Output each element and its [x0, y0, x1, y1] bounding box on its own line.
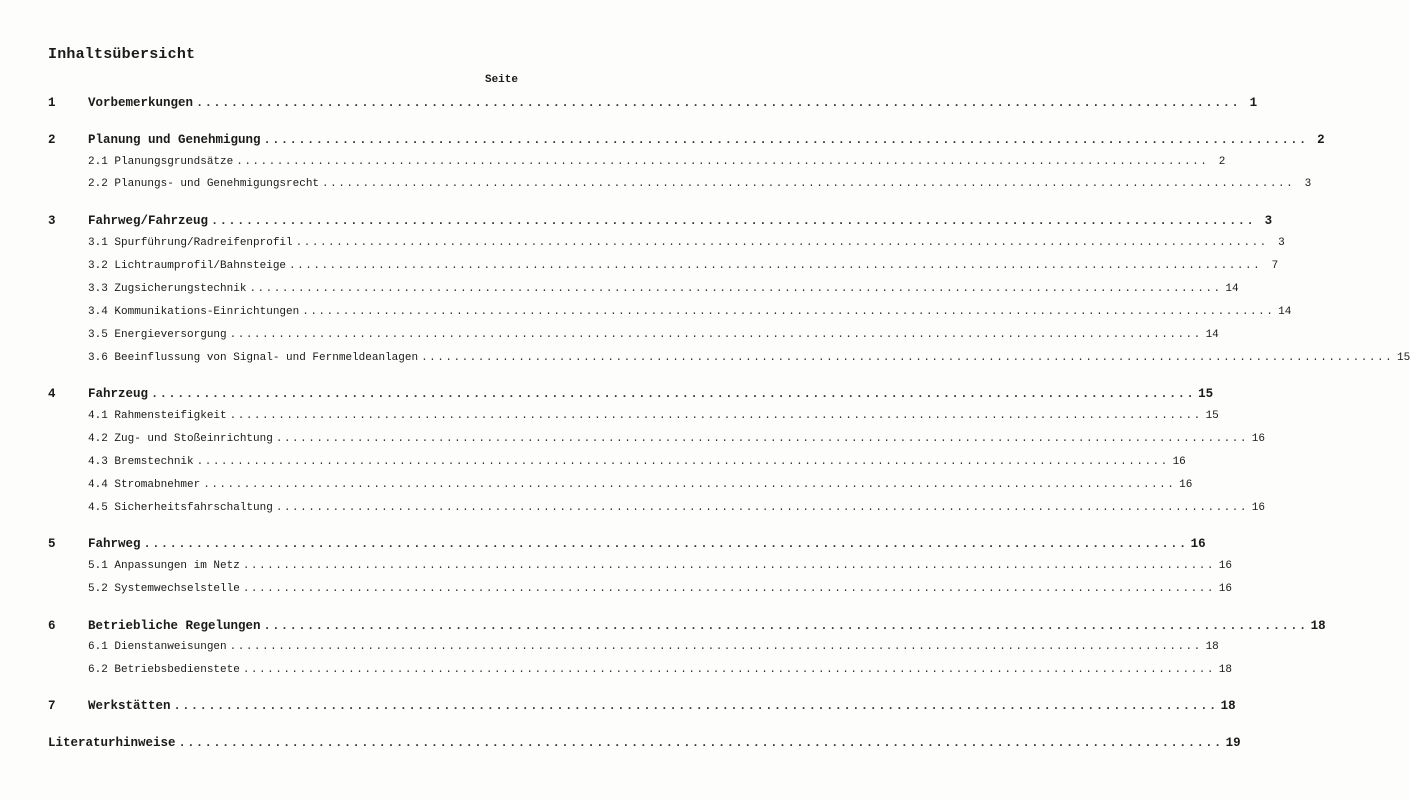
toc-entry	[88, 537, 1206, 551]
toc-entry-title: Fahrweg/Fahrzeug	[88, 214, 209, 228]
toc-entry	[88, 133, 1325, 147]
toc-page-number: 15	[1397, 352, 1410, 364]
toc-entry-title: 6.1 Dienstanweisungen	[88, 641, 227, 653]
toc-page-number: 1	[1249, 96, 1258, 110]
toc-entry	[88, 156, 1226, 168]
toc-page-number: 16	[1218, 583, 1232, 595]
toc-chapter-row	[0, 619, 1326, 637]
toc-subsection-row	[0, 156, 1226, 174]
toc-leader-dots: ........................................................................................................................	[203, 479, 1176, 491]
toc-page-number: 14	[1225, 283, 1239, 295]
toc-chapter-number: 5	[48, 537, 56, 551]
toc-leader-dots: ........................................................................................................................	[143, 537, 1188, 551]
toc-page-number: 15	[1198, 387, 1214, 401]
toc-subsection-row	[0, 502, 1265, 520]
toc-leader-dots: ........................................................................................................................	[229, 329, 1202, 341]
toc-entry	[88, 352, 1410, 364]
toc-entry	[88, 237, 1285, 249]
toc-subsection-row	[0, 479, 1193, 497]
toc-leader-dots: ........................................................................................................................	[229, 410, 1202, 422]
toc-entry	[88, 619, 1326, 633]
toc-page-number: 3	[1278, 237, 1285, 249]
toc-leader-dots: ........................................................................................................................	[229, 641, 1202, 653]
toc-entry-title: 3.2 Lichtraumprofil/Bahnsteige	[88, 260, 287, 272]
toc-leader-dots: ........................................................................................................................	[275, 433, 1248, 445]
toc-page-number: 18	[1220, 699, 1236, 713]
toc-subsection-row	[0, 260, 1279, 278]
toc-subsection-row	[0, 641, 1219, 659]
toc-entry-title: 3.1 Spurführung/Radreifenprofil	[88, 237, 293, 249]
toc-entry-title: 4.3 Bremstechnik	[88, 456, 194, 468]
toc-leader-dots: ........................................................................................................................	[242, 664, 1215, 676]
toc-chapter-row	[0, 133, 1325, 151]
toc-chapter-row	[0, 699, 1236, 717]
toc-chapter-number: 7	[48, 699, 56, 713]
toc-entry	[88, 664, 1232, 676]
toc-entry	[88, 178, 1312, 190]
toc-leader-dots: ........................................................................................................................	[249, 283, 1222, 295]
toc-leader-dots: ........................................................................................................................	[196, 96, 1241, 110]
toc-page-number: 3	[1304, 178, 1312, 190]
toc-entry-title: Vorbemerkungen	[88, 96, 194, 110]
toc-entry	[88, 260, 1279, 272]
toc-entry	[88, 96, 1258, 110]
toc-entry-title: 3.5 Energieversorgung	[88, 329, 227, 341]
toc-entry-title: 4.5 Sicherheitsfahrschaltung	[88, 502, 273, 514]
toc-entry-title: 4.2 Zug- und Stoßeinrichtung	[88, 433, 273, 445]
toc-subsection-row	[0, 329, 1219, 347]
toc-entry	[88, 387, 1214, 401]
toc-leader-dots: ........................................................................................................................	[236, 156, 1209, 168]
toc-chapter-row	[0, 537, 1206, 555]
toc-entry-title: Betriebliche Regelungen	[88, 619, 261, 633]
toc-page-number: 2	[1317, 133, 1325, 147]
toc-page-number: 16	[1172, 456, 1186, 468]
page-title: Inhaltsübersicht	[48, 46, 196, 63]
toc-subsection-row	[0, 410, 1219, 428]
toc-entry-title: 5.1 Anpassungen im Netz	[88, 560, 240, 572]
toc-chapter-row	[0, 387, 1214, 405]
toc-subsection-row	[0, 433, 1265, 451]
toc-entry	[88, 410, 1219, 422]
toc-page-number: 3	[1264, 214, 1273, 228]
toc-leader-dots: ........................................................................................................................	[242, 583, 1215, 595]
toc-chapter-row	[0, 214, 1273, 232]
toc-leader-dots: ........................................................................................................................	[263, 619, 1308, 633]
toc-page-number: 18	[1218, 664, 1232, 676]
toc-leader-dots: ........................................................................................................................	[151, 387, 1196, 401]
toc-entry	[88, 306, 1292, 318]
toc-entry	[88, 502, 1265, 514]
toc-subsection-row	[0, 178, 1312, 196]
toc-entry-title: 3.3 Zugsicherungstechnik	[88, 283, 247, 295]
toc-entry	[88, 329, 1219, 341]
toc-subsection-row	[0, 583, 1232, 601]
toc-subsection-row	[0, 560, 1232, 578]
toc-page-number: 7	[1271, 260, 1279, 272]
toc-chapter-number: 4	[48, 387, 56, 401]
toc-literature-row	[0, 736, 1241, 754]
toc-entry	[88, 699, 1236, 713]
toc-entry	[88, 560, 1232, 572]
toc-leader-dots: ........................................................................................................................	[421, 352, 1394, 364]
toc-chapter-number: 6	[48, 619, 56, 633]
toc-entry-title: Planung und Genehmigung	[88, 133, 261, 147]
toc-leader-dots: ........................................................................................................................	[173, 699, 1218, 713]
toc-entry	[48, 736, 1241, 750]
toc-entry	[88, 214, 1273, 228]
toc-page-number: 19	[1225, 736, 1241, 750]
toc-page-number: 15	[1205, 410, 1219, 422]
toc-chapter-number: 3	[48, 214, 56, 228]
toc-entry-title: 4.1 Rahmensteifigkeit	[88, 410, 227, 422]
toc-leader-dots: ........................................................................................................................	[289, 260, 1262, 272]
toc-leader-dots: ........................................................................................................................	[196, 456, 1169, 468]
toc-chapter-number: 2	[48, 133, 56, 147]
toc-entry	[88, 641, 1219, 653]
toc-page-number: 14	[1278, 306, 1292, 318]
toc-entry-title: 2.2 Planungs- und Genehmigungsrecht	[88, 178, 320, 190]
page-column-header: Seite	[484, 74, 518, 86]
toc-entry	[88, 433, 1265, 445]
toc-page-number: 18	[1205, 641, 1219, 653]
toc-chapter-row	[0, 96, 1258, 114]
toc-entry-title: 6.2 Betriebsbedienstete	[88, 664, 240, 676]
toc-subsection-row	[0, 237, 1285, 255]
toc-entry	[88, 283, 1239, 295]
toc-entry	[88, 583, 1232, 595]
toc-entry-title: 3.6 Beeinflussung von Signal- und Fernmeldeanlagen	[88, 352, 419, 364]
toc-page-number: 16	[1190, 537, 1206, 551]
toc-leader-dots: ........................................................................................................................	[302, 306, 1275, 318]
toc-entry-title: Fahrweg	[88, 537, 141, 551]
toc-page-number: 16	[1251, 433, 1265, 445]
toc-subsection-row	[0, 352, 1410, 370]
toc-leader-dots: ........................................................................................................................	[322, 178, 1295, 190]
toc-subsection-row	[0, 456, 1186, 474]
toc-leader-dots: ........................................................................................................................	[295, 237, 1268, 249]
toc-entry	[88, 479, 1193, 491]
toc-entry-title: 3.4 Kommunikations-Einrichtungen	[88, 306, 300, 318]
toc-page-number: 16	[1179, 479, 1193, 491]
toc-entry-title: Fahrzeug	[88, 387, 149, 401]
toc-page-number: 2	[1218, 156, 1226, 168]
toc-page-number: 18	[1310, 619, 1326, 633]
toc-chapter-number: 1	[48, 96, 56, 110]
toc-entry-title: 4.4 Stromabnehmer	[88, 479, 201, 491]
toc-leader-dots: ........................................................................................................................	[178, 736, 1223, 750]
toc-page-number: 16	[1218, 560, 1232, 572]
toc-leader-dots: ........................................................................................................................	[242, 560, 1215, 572]
toc-leader-dots: ........................................................................................................................	[275, 502, 1248, 514]
toc-leader-dots: ........................................................................................................................	[263, 133, 1308, 147]
toc-subsection-row	[0, 306, 1292, 324]
toc-entry-title: Literaturhinweise	[48, 736, 176, 750]
toc-leader-dots: ........................................................................................................................	[211, 214, 1256, 228]
toc-entry-title: 5.2 Systemwechselstelle	[88, 583, 240, 595]
toc-subsection-row	[0, 664, 1232, 682]
toc-page-number: 16	[1251, 502, 1265, 514]
toc-entry-title: Werkstätten	[88, 699, 171, 713]
toc-entry-title: 2.1 Planungsgrundsätze	[88, 156, 234, 168]
toc-subsection-row	[0, 283, 1239, 301]
toc-page-number: 14	[1205, 329, 1219, 341]
toc-entry	[88, 456, 1186, 468]
